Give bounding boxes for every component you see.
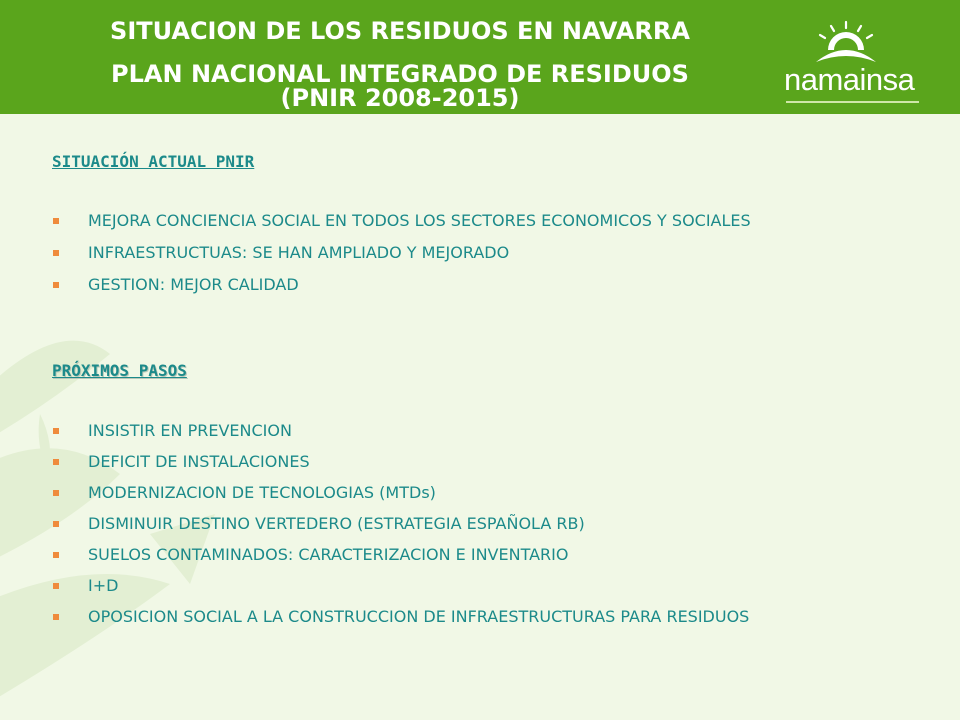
slide-title-line-1: SITUACION DE LOS RESIDUOS EN NAVARRA	[110, 17, 690, 45]
list-item	[52, 513, 908, 535]
list-item-text: MODERNIZACION DE TECNOLOGIAS (MTDs)	[88, 483, 436, 502]
bullet-icon	[53, 490, 59, 496]
list-item-text: MEJORA CONCIENCIA SOCIAL EN TODOS LOS SECTORES ECONOMICOS Y SOCIALES	[88, 211, 751, 230]
namainsa-logo	[776, 20, 926, 100]
list-item	[52, 242, 908, 264]
next-steps-list	[52, 420, 908, 637]
section-heading-next-steps: PRÓXIMOS PASOS	[52, 361, 187, 380]
list-item	[52, 210, 908, 232]
list-item	[52, 274, 908, 296]
logo-underline	[786, 101, 919, 103]
logo-wordmark: namainsa	[784, 62, 915, 97]
list-item	[52, 575, 908, 597]
bullet-icon	[53, 459, 59, 465]
bullet-icon	[53, 521, 59, 527]
list-item-text: OPOSICION SOCIAL A LA CONSTRUCCION DE INFRAESTRUCTURAS PARA RESIDUOS	[88, 607, 750, 626]
bullet-icon	[53, 583, 59, 589]
list-item	[52, 544, 908, 566]
list-item	[52, 420, 908, 442]
list-item-text: DISMINUIR DESTINO VERTEDERO (ESTRATEGIA ESPAÑOLA RB)	[88, 514, 585, 533]
slide-title-line-3: (PNIR 2008-2015)	[280, 84, 520, 112]
bullet-icon	[53, 282, 59, 288]
bullet-icon	[53, 552, 59, 558]
bullet-icon	[53, 428, 59, 434]
bullet-icon	[53, 614, 59, 620]
list-item	[52, 606, 908, 628]
bullet-icon	[53, 250, 59, 256]
slide-content	[0, 114, 960, 720]
list-item-text: SUELOS CONTAMINADOS: CARACTERIZACION E INVENTARIO	[88, 545, 569, 564]
list-item	[52, 482, 908, 504]
bullet-icon	[53, 218, 59, 224]
header-banner	[0, 0, 960, 114]
list-item-text: I+D	[88, 576, 119, 595]
list-item-text: DEFICIT DE INSTALACIONES	[88, 452, 310, 471]
slide-title-line-2: PLAN NACIONAL INTEGRADO DE RESIDUOS	[111, 60, 689, 88]
list-item-text: GESTION: MEJOR CALIDAD	[88, 275, 299, 294]
list-item	[52, 451, 908, 473]
list-item-text: INFRAESTRUCTUAS: SE HAN AMPLIADO Y MEJORADO	[88, 243, 510, 262]
section-heading-current-status: SITUACIÓN ACTUAL PNIR	[52, 152, 255, 171]
list-item-text: INSISTIR EN PREVENCION	[88, 421, 292, 440]
current-status-list	[52, 210, 908, 306]
